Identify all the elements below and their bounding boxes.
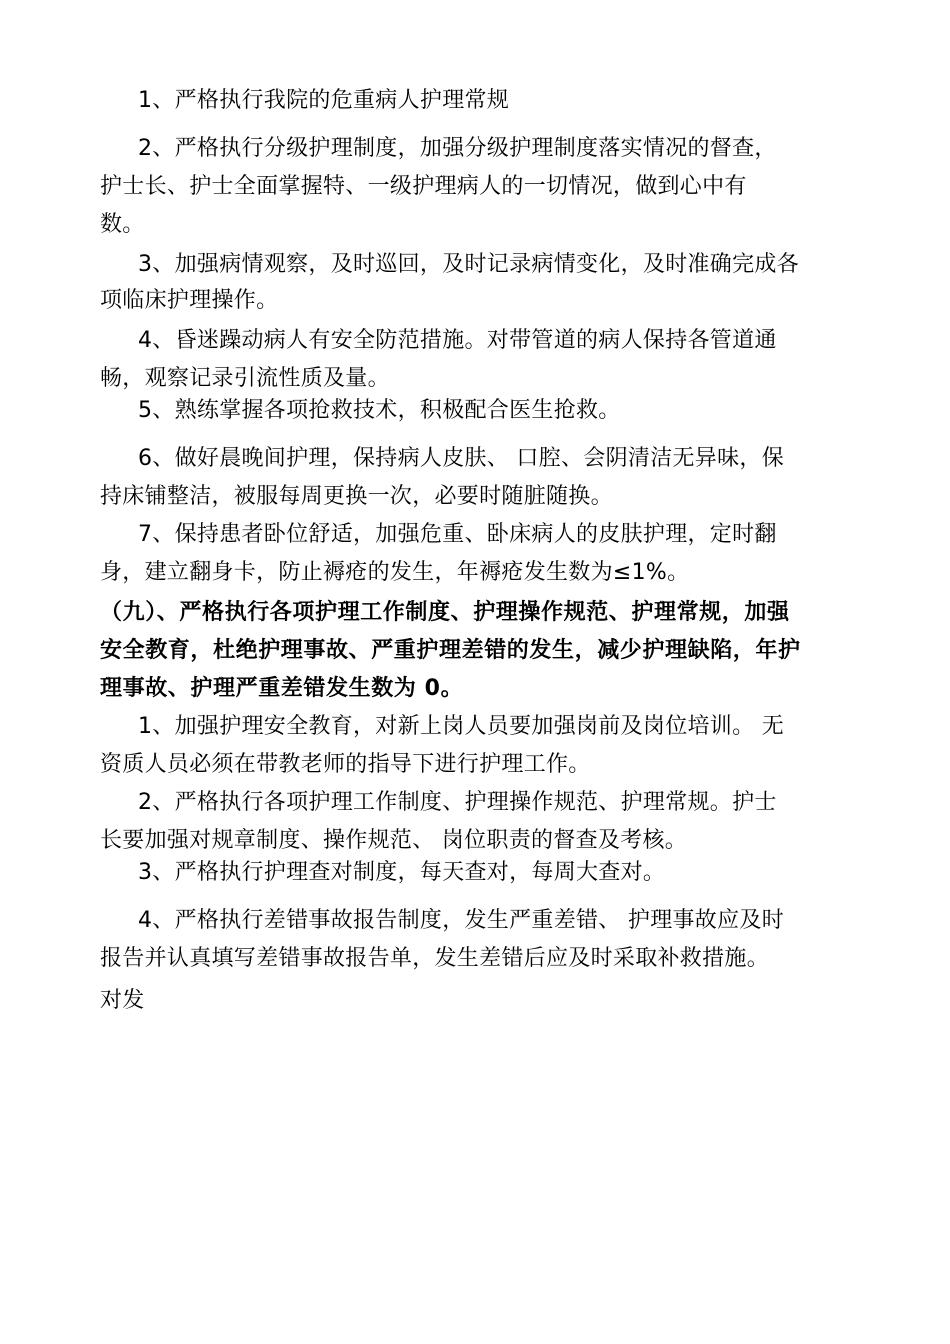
text-line: 持床铺整洁，被服每周更换一次，必要时随脏随换。 <box>100 484 613 509</box>
text-line: 2、严格执行分级护理制度，加强分级护理制度落实情况的督查， <box>138 136 777 161</box>
text-line: 3、加强病情观察，及时巡回，及时记录病情变化，及时准确完成各 <box>138 252 799 277</box>
text-line: 项临床护理操作。 <box>100 288 279 313</box>
text-line: 1、严格执行我院的危重病人护理常规 <box>138 88 510 113</box>
text-line: 4、严格执行差错事故报告制度，发生严重差错、 护理事故应及时 <box>138 908 784 933</box>
section-heading-line: 理事故、护理严重差错发生数为 0。 <box>100 676 464 701</box>
text-line: 身，建立翻身卡，防止褥疮的发生，年褥疮发生数为≤1%。 <box>100 560 690 585</box>
text-line: 护士长、护士全面掌握特、一级护理病人的一切情况，做到心中有 <box>100 174 747 199</box>
text-line: 资质人员必须在带教老师的指导下进行护理工作。 <box>100 752 591 777</box>
text-line: 畅，观察记录引流性质及量。 <box>100 366 390 391</box>
section-heading-line: 安全教育，杜绝护理事故、严重护理差错的发生，减少护理缺陷，年护 <box>100 638 801 663</box>
text-line: 7、保持患者卧位舒适，加强危重、卧床病人的皮肤护理，定时翻 <box>138 522 777 547</box>
text-line: 长要加强对规章制度、操作规范、 岗位职责的督查及考核。 <box>100 828 688 853</box>
text-line: 对发 <box>100 988 145 1013</box>
text-line: 数。 <box>100 212 145 237</box>
text-line: 4、昏迷躁动病人有安全防范措施。对带管道的病人保持各管道通 <box>138 328 777 353</box>
text-line: 6、做好晨晚间护理，保持病人皮肤、 口腔、会阴清洁无异味，保 <box>138 446 784 471</box>
text-line: 1、加强护理安全教育，对新上岗人员要加强岗前及岗位培训。 无 <box>138 714 784 739</box>
text-line: 3、严格执行护理查对制度，每天查对，每周大查对。 <box>138 860 666 885</box>
text-line: 报告并认真填写差错事故报告单，发生差错后应及时采取补救措施。 <box>100 946 770 971</box>
section-heading-line: （九）、严格执行各项护理工作制度、护理操作规范、护理常规，加强 <box>100 600 790 625</box>
text-line: 5、熟练掌握各项抢救技术，积极配合医生抢救。 <box>138 398 621 423</box>
text-line: 2、严格执行各项护理工作制度、护理操作规范、护理常规。护士 <box>138 790 777 815</box>
